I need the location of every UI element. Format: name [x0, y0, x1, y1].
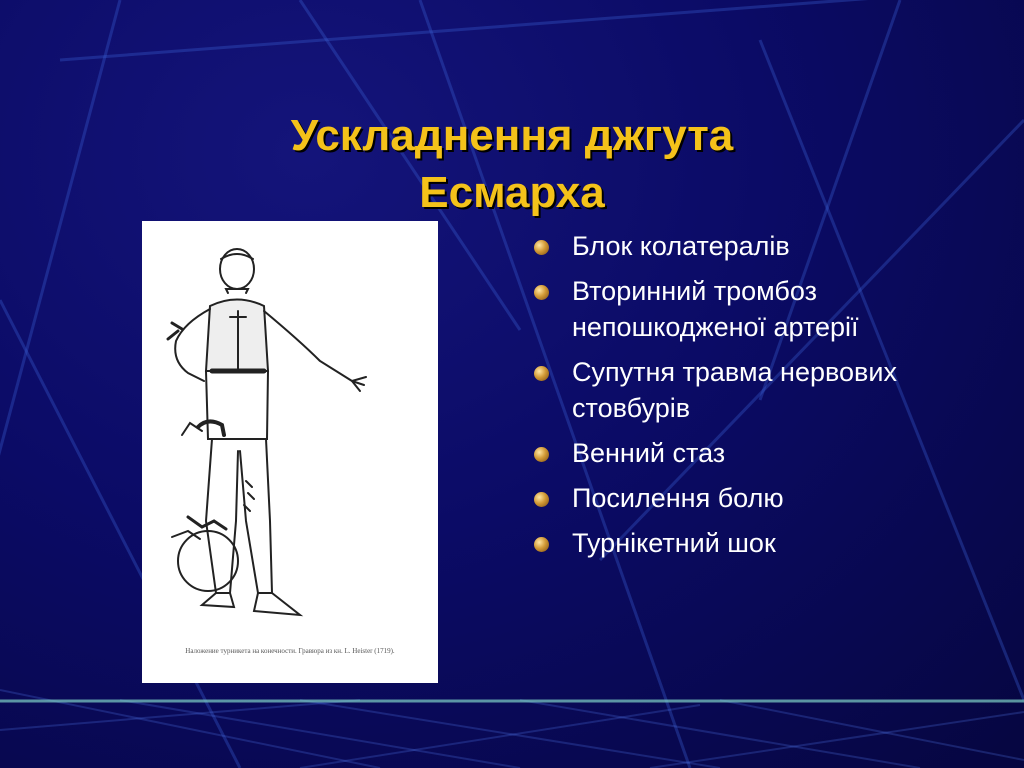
gold-sphere-bullet-icon: [534, 537, 549, 552]
slide-title: [150, 107, 874, 221]
list-item: [530, 354, 960, 426]
title-line-2: Есмарха: [419, 168, 605, 218]
gold-sphere-bullet-icon: [534, 285, 549, 300]
gold-sphere-bullet-icon: [534, 240, 549, 255]
list-item: [530, 228, 960, 264]
list-item-text: Вторинний тромбоз непошкодженої артерії: [572, 276, 859, 342]
list-item-text: Посилення болю: [572, 483, 784, 513]
complications-list: [530, 228, 960, 570]
list-item: [530, 480, 960, 516]
list-item: [530, 525, 960, 561]
figure-caption: Наложение турникета на конечности. Гравюра из кн. L. Heister (1719).: [185, 647, 395, 655]
list-item-text: Супутня травма нервових стовбурів: [572, 357, 897, 423]
gold-sphere-bullet-icon: [534, 366, 549, 381]
list-item: [530, 435, 960, 471]
list-item-text: Венний стаз: [572, 438, 726, 468]
list-item-text: Блок колатералів: [572, 231, 790, 261]
list-item: [530, 273, 960, 345]
title-line-1: Ускладнення джгута: [290, 111, 734, 161]
gold-sphere-bullet-icon: [534, 447, 549, 462]
tourniquet-engraving-illustration: [142, 221, 438, 683]
list-item-text: Турнікетний шок: [572, 528, 776, 558]
historical-engraving-image: [142, 221, 438, 683]
gold-sphere-bullet-icon: [534, 492, 549, 507]
